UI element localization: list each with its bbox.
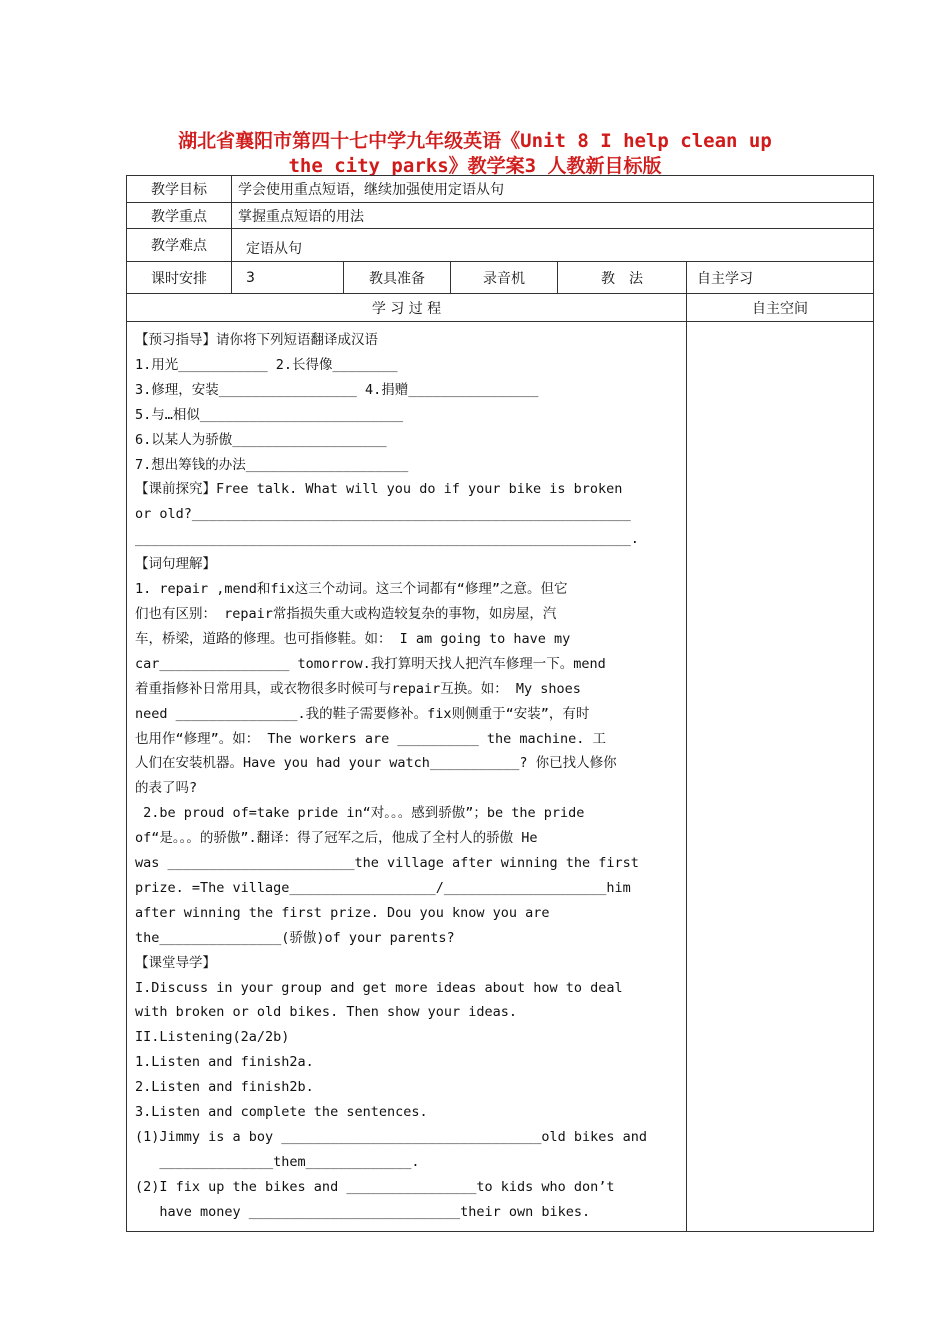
learning-process-cell xyxy=(127,322,687,1232)
process-line: II.Listening(2a/2b) xyxy=(135,1029,290,1046)
difficulty-label: 教学难点 xyxy=(127,229,232,262)
process-line: prize. =The village__________________/____________________him xyxy=(135,879,631,896)
hours-value: 3 xyxy=(232,262,344,294)
process-line: 1. repair ,mend和fix这三个动词。这三个词都有“修理”之意。但它 xyxy=(135,581,568,598)
process-line: 2.Listen and finish2b. xyxy=(135,1079,314,1096)
method-label: 教 法 xyxy=(558,262,687,294)
key-point-value: 掌握重点短语的用法 xyxy=(232,203,874,229)
process-line: 【课堂导学】 xyxy=(135,954,216,971)
lesson-plan-table xyxy=(126,175,874,1232)
process-line: 们也有区别： repair常指损失重大或构造较复杂的事物，如房屋，汽 xyxy=(135,605,557,622)
process-line: 的表了吗? xyxy=(135,780,198,797)
process-line: 6.以某人为骄傲___________________ xyxy=(135,431,387,448)
process-line: 2.be proud of=take pride in“对。。。感到骄傲”；be the pride xyxy=(135,805,585,822)
process-line: 【课前探究】Free talk. What will you do if your bike is broken xyxy=(135,481,623,498)
difficulty-value: 定语从句 xyxy=(232,229,874,262)
process-line: 5.与…相似_________________________ xyxy=(135,406,404,423)
self-study-space-cell xyxy=(687,322,874,1232)
process-line: 也用作“修理”。如： The workers are __________ the machine. 工 xyxy=(135,730,606,747)
process-line: (1)Jimmy is a boy ________________________________old bikes and xyxy=(135,1129,648,1145)
process-line: 【预习指导】请你将下列短语翻译成汉语 xyxy=(135,332,378,348)
process-line: ______________them_____________. xyxy=(135,1153,420,1170)
process-line: _____________________________________________________________. xyxy=(135,531,639,548)
process-line: 3.Listen and complete the sentences. xyxy=(135,1104,428,1121)
self-space-header: 自主空间 xyxy=(687,294,874,322)
document-title-line2: the city parks》教学案3 人教新目标版 xyxy=(288,155,662,177)
process-line: 7.想出筹钱的办法____________________ xyxy=(135,456,409,473)
goal-label: 教学目标 xyxy=(127,176,232,203)
process-line: 1.用光___________ 2.长得像________ xyxy=(135,356,398,373)
goal-value: 学会使用重点短语，继续加强使用定语从句 xyxy=(232,176,874,203)
process-line: (2)I fix up the bikes and ________________to kids who don’t xyxy=(135,1178,615,1195)
document-title-line1: 湖北省襄阳市第四十七中学九年级英语《Unit 8 I help clean up xyxy=(178,130,772,152)
process-line: of“是。。。的骄傲”.翻译：得了冠军之后，他成了全村人的骄傲 He xyxy=(135,830,538,847)
process-line: 着重指修补日常用具，或衣物很多时候可与repair互换。如： My shoes xyxy=(135,680,581,697)
process-line: 【词句理解】 xyxy=(135,556,216,573)
process-line: the_______________(骄傲)of your parents? xyxy=(135,929,455,946)
key-point-label: 教学重点 xyxy=(127,203,232,229)
process-line: 车，桥梁，道路的修理。也可指修鞋。如： I am going to have my xyxy=(135,630,571,647)
process-line: I.Discuss in your group and get more ideas about how to deal xyxy=(135,979,623,996)
process-line: 3.修理，安装_________________ 4.捐赠________________ xyxy=(135,381,539,398)
process-content xyxy=(135,328,678,1225)
process-line: have money __________________________their own bikes. xyxy=(135,1203,591,1220)
method-value: 自主学习 xyxy=(687,262,874,294)
tools-value: 录音机 xyxy=(451,262,558,294)
process-line: with broken or old bikes. Then show your ideas. xyxy=(135,1004,518,1021)
process-line: 1.Listen and finish2a. xyxy=(135,1054,314,1071)
process-line: 人们在安装机器。Have you had your watch___________? 你已找人修你 xyxy=(135,755,617,772)
tools-label: 教具准备 xyxy=(344,262,451,294)
process-line: after winning the first prize. Dou you know you are xyxy=(135,904,550,921)
process-line: or old?______________________________________________________ xyxy=(135,506,631,523)
process-line: was _______________________the village after winning the first xyxy=(135,855,639,872)
process-header: 学 习 过 程 xyxy=(127,294,687,322)
process-line: car________________ tomorrow.我打算明天找人把汽车修理一下。mend xyxy=(135,655,606,672)
process-line: need _______________.我的鞋子需要修补。fix则侧重于“安装”，有时 xyxy=(135,705,590,722)
hours-label: 课时安排 xyxy=(127,262,232,294)
